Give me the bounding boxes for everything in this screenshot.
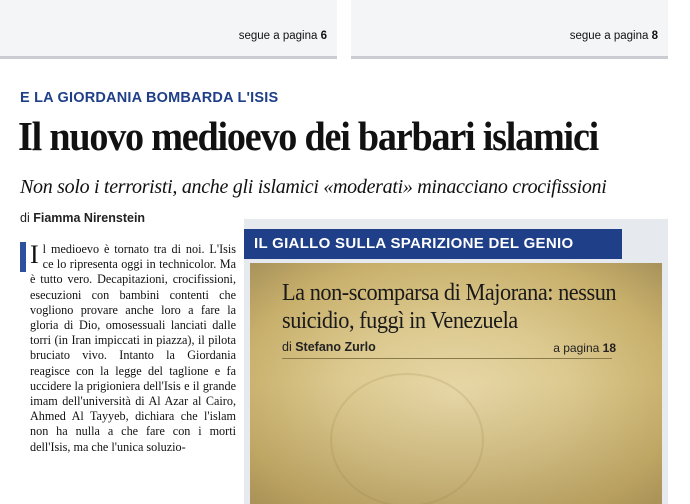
segue-label: segue a pagina	[238, 30, 318, 42]
author-name[interactable]: Stefano Zurlo	[295, 340, 376, 354]
byline-divider	[282, 358, 612, 359]
related-story-byline	[282, 340, 376, 354]
segue-label: segue a pagina	[569, 30, 649, 42]
page-number: 18	[602, 341, 616, 355]
article-body	[20, 242, 236, 504]
dropcap: I	[30, 242, 39, 269]
continued-page-link-left[interactable]	[239, 30, 327, 42]
article-paragraph	[20, 242, 236, 455]
cropped-text-fragment	[12, 2, 325, 12]
page-label: a pagina	[553, 341, 600, 355]
article-headline[interactable]: Il nuovo medioevo dei barbari islamici	[18, 113, 599, 159]
article-kicker: E LA GIORDANIA BOMBARDA L'ISIS	[20, 90, 279, 106]
segue-page-number: 8	[651, 30, 658, 42]
previous-story-box-right	[351, 0, 668, 59]
related-story-page-link[interactable]	[553, 341, 616, 355]
author-name[interactable]: Fiamma Nirenstein	[33, 211, 146, 225]
dropcap-rule	[20, 242, 26, 272]
related-story-box[interactable]	[244, 219, 668, 504]
segue-page-number: 6	[320, 30, 327, 42]
previous-story-box-left	[0, 0, 337, 59]
byline-prefix: di	[20, 211, 30, 225]
article-subhead: Non solo i terroristi, anche gli islamici «moderati» minacciano crocifissioni	[20, 176, 607, 198]
article-text: l medioevo è tornato tra di noi. L'Isis ce lo ripresenta oggi in technicolor. Ma è tutto vero. Decapitazioni, crocifissioni, esecuzioni con bambini contenti che vogliono provare anche loro a fare la gloria di Dio, omosessuali lanciati dalle torri (in Iran impiccati in piazza), il pilota bruciato vivo. Intanto la Giordania reagisce con la legge del taglione e fa uccidere la prigioniera dell'Isis e il grande imam dell'università di Al Azar al Cairo, Ahmed Al Tayyeb, dichiara che l'islam non ha nulla a che fare con i morti dell'Isis, ma che l'unica soluzio-	[30, 242, 236, 454]
related-story-title[interactable]: La non-scomparsa di Majorana: nessun suicidio, fuggì in Venezuela	[282, 280, 617, 334]
photo-shading	[250, 383, 662, 504]
continued-page-link-right[interactable]	[570, 30, 658, 42]
cropped-text-fragment	[363, 2, 656, 12]
related-story-tag: IL GIALLO SULLA SPARIZIONE DEL GENIO	[244, 229, 622, 259]
article-byline	[20, 211, 145, 225]
byline-prefix: di	[282, 340, 292, 354]
